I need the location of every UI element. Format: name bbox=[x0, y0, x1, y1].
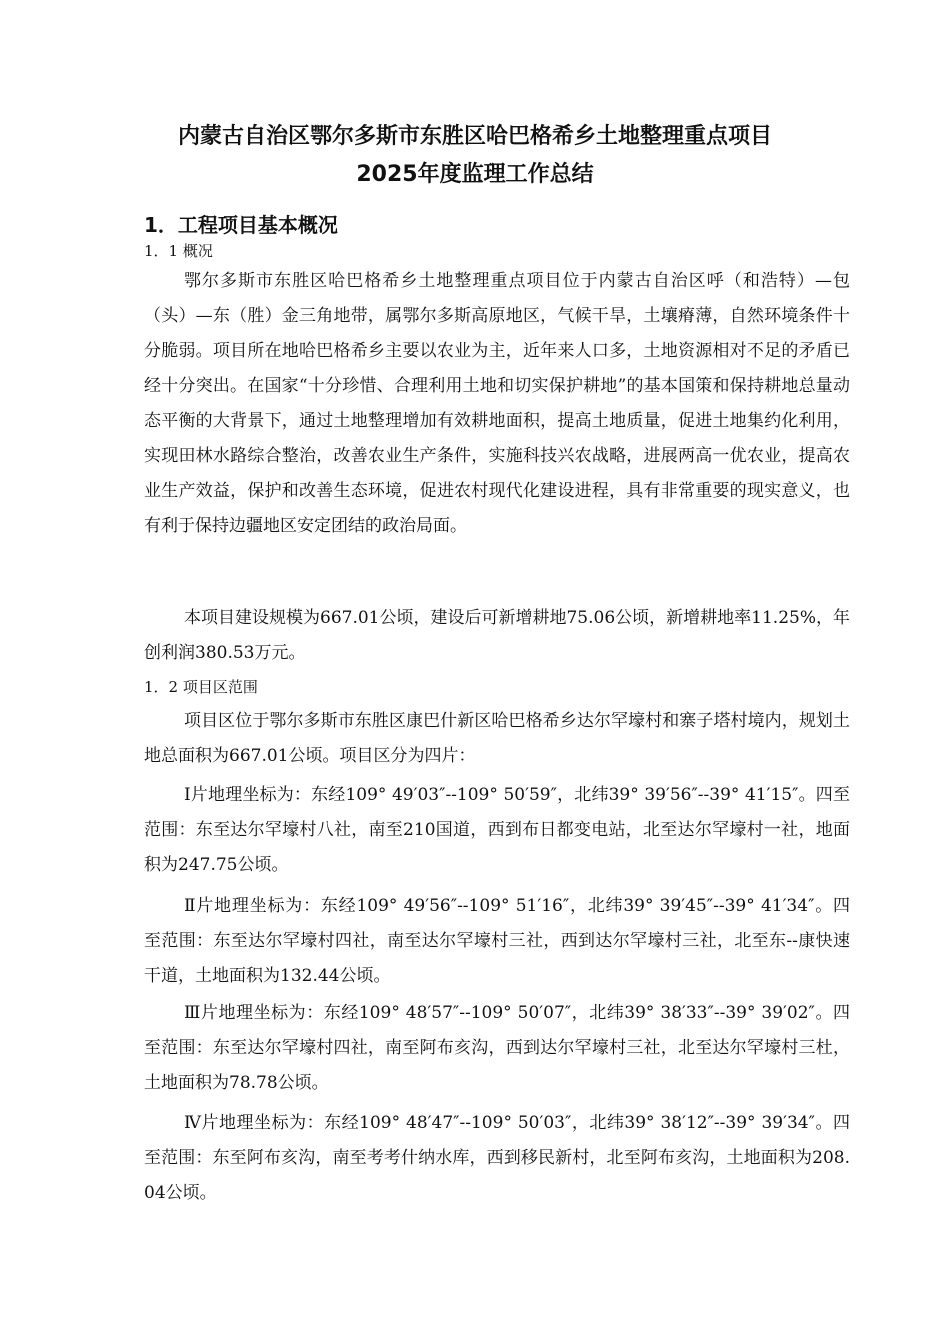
paragraph-project-area-intro: 项目区位于鄂尔多斯市东胜区康巴什新区哈巴格希乡达尔罕壕村和寨子塔村境内，规划土地总面积为667.01公顷。项目区分为四片： bbox=[144, 711, 850, 766]
paragraph-area-parcel-4: Ⅳ片地理坐标为：东经109° 48′47″--109° 50′03″，北纬39° 38′12″--39° 39′34″。四至范围：东至阿布亥沟，南至考考什纳水库，西到移民新村，北至阿布亥沟，土地面积为208.04公顷。 bbox=[144, 1113, 850, 1203]
paragraph-project-scale: 本项目建设规模为667.01公顷，建设后可新增耕地75.06公顷，新增耕地率11.25%，年创利润380.53万元。 bbox=[144, 608, 850, 663]
subsection-heading-overview: 1．1 概况 bbox=[144, 242, 213, 260]
document-title-line2: 2025年度监理工作总结 bbox=[356, 162, 594, 187]
paragraph-area-parcel-1: Ⅰ片地理坐标为：东经109° 49′03″--109° 50′59″，北纬39° 39′56″--39° 41′15″。四至范围：东至达尔罕壕村八社，南至210国道，西到布日都变电站，北至达尔罕壕村一社，地面积为247.75公顷。 bbox=[144, 785, 850, 875]
paragraph-area-parcel-2: Ⅱ片地理坐标为：东经109° 49′56″--109° 51′16″，北纬39° 39′45″--39° 41′34″。四至范围：东至达尔罕壕村四社，南至达尔罕壕村三社，西到达尔罕壕村三社，北至东--康快速干道，土地面积为132.44公顷。 bbox=[144, 896, 850, 986]
section-heading-basic-overview: 1．工程项目基本概况 bbox=[144, 213, 338, 237]
paragraph-area-parcel-3: Ⅲ片地理坐标为：东经109° 48′57″--109° 50′07″，北纬39° 38′33″--39° 39′02″。四至范围：东至达尔罕壕村四社，南至阿布亥沟，西到达尔罕壕村三社，北至达尔罕壕村三杜，土地面积为78.78公顷。 bbox=[144, 1003, 850, 1093]
document-title-line1: 内蒙古自治区鄂尔多斯市东胜区哈巴格希乡土地整理重点项目 bbox=[177, 124, 772, 149]
paragraph-project-overview: 鄂尔多斯市东胜区哈巴格希乡土地整理重点项目位于内蒙古自治区呼（和浩特）—包（头）—东（胜）金三角地带，属鄂尔多斯高原地区，气候干旱，土壤瘠薄，自然环境条件十分脆弱。项目所在地哈巴格希乡主要以农业为主，近年来人口多，土地资源相对不足的矛盾已经十分突出。在国家“十分珍惜、合理利用土地和切实保护耕地”的基本国策和保持耕地总量动态平衡的大背景下，通过土地整理增加有效耕地面积，提高土地质量，促进土地集约化利用，实现田林水路综合整治，改善农业生产条件，实施科技兴农战略，进展两高一优农业，提高农业生产效益，保护和改善生态环境，促进农村现代化建设进程，具有非常重要的现实意义，也有利于保持边疆地区安定团结的政治局面。 bbox=[144, 271, 850, 536]
subsection-heading-project-area: 1．2 项目区范围 bbox=[144, 678, 258, 696]
